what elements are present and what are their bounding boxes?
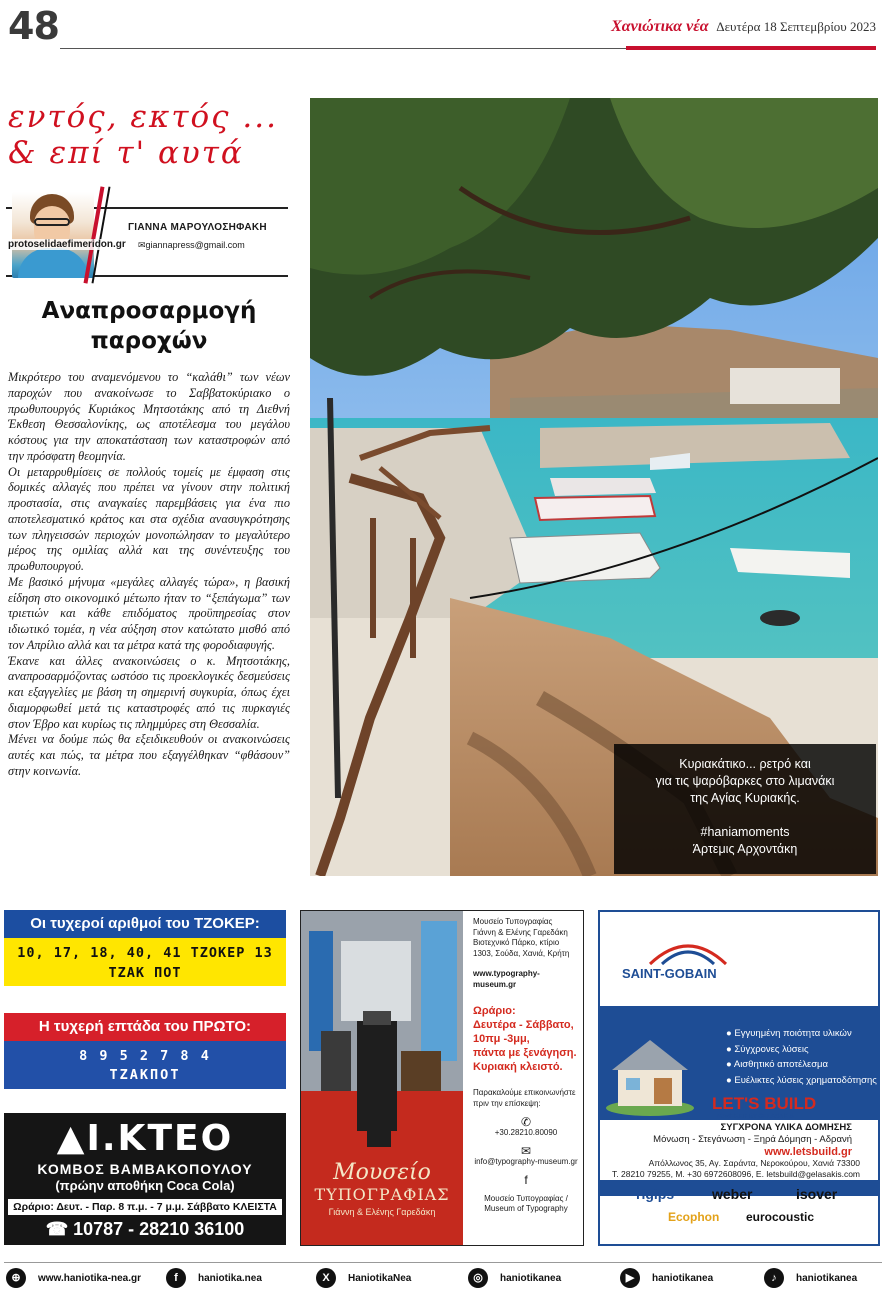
kteo-hours: Ωράριο: Δευτ. - Παρ. 8 π.μ. - 7 μ.μ. Σάββατο ΚΛΕΙΣΤΑ <box>8 1199 282 1215</box>
article-paragraph: Μένει να δούμε πώς θα εξειδικευθούν οι ανακοινώσεις αυτές και πώς, τα μέτρα που εξαγγέλθηκαν “φθάσουν” στην κοινωνία. <box>8 732 290 778</box>
footer-youtube[interactable]: ▶ haniotikanea <box>620 1268 713 1288</box>
x-icon: X <box>316 1268 336 1288</box>
joker-numbers: 10, 17, 18, 40, 41 ΤΖΟΚΕΡ 13 <box>17 945 273 961</box>
author-name: ΓΙΑΝΝΑ ΜΑΡΟΥΛΟΣΗΦΑΚΗ <box>128 222 267 233</box>
caption-credit: Άρτεμις Αρχοντάκη <box>692 842 798 856</box>
article-paragraph: Με βασικό μήνυμα «μεγάλες αλλαγές τώρα», η βασική είδηση στο οικονομικό μέτωπο ήταν το “ξεπάγωμα” των τριετιών και κάθε επιδόματος προϋπηρεσίας στον ιδιωτικό τομέα, η νέα αύξηση στον κατώτατο μισθό από τον Απρίλιο αλλά και τα μέτρα κατά της φοροδιαφυγής. <box>8 574 290 652</box>
caption-line: για τις ψαρόβαρκες στο λιμανάκι <box>655 774 835 788</box>
tiktok-icon: ♪ <box>764 1268 784 1288</box>
typography-museum-ad[interactable] <box>300 910 584 1246</box>
article-title <box>6 296 292 356</box>
kteo-location: ΚΟΜΒΟΣ ΒΑΜΒΑΚΟΠΟΥΛΟΥ <box>37 1161 253 1177</box>
facebook-icon: f <box>166 1268 186 1288</box>
footer-tiktok[interactable]: ♪ haniotikanea <box>764 1268 857 1288</box>
header-accent-bar <box>626 46 876 50</box>
column-title <box>8 100 298 170</box>
phone-icon: ☎ <box>45 1219 74 1239</box>
museum-hours: Ωράριο: Δευτέρα - Σάββατο, 10πμ -3μμ, πάντα με ξενάγηση. Κυριακή κλειστό. <box>473 1005 577 1073</box>
museum-logo-line2: ΤΥΠΟΓΡΑΦΙΑΣ <box>314 1185 450 1204</box>
footer-instagram[interactable]: ◎ haniotikanea <box>468 1268 561 1288</box>
proto-results <box>4 1041 286 1089</box>
lets-build-logo: LET'S BUILD <box>712 1094 817 1113</box>
page-number: 48 <box>8 4 59 48</box>
warning-triangle-icon: ▲ <box>56 1118 87 1159</box>
tagline-title: ΣΥΓΧΡΟΝΑ ΥΛΙΚΑ ΔΟΜΗΣΗΣ <box>720 1122 852 1133</box>
saint-gobain-arch-icon <box>648 936 728 966</box>
museum-logo <box>301 1161 463 1219</box>
museum-logo-line1: Μουσείο <box>333 1160 431 1185</box>
kteo-logo: ▲Ι.ΚΤΕΟ <box>56 1118 234 1159</box>
column-title-line2: & επί τ' αυτά <box>8 135 244 171</box>
museum-address: Βιοτεχνικό Πάρκο, κτίριο 1303, Σούδα, Χανιά, Κρήτη <box>473 938 570 958</box>
bullet-icon: ● <box>726 1028 735 1039</box>
museum-logo-line3: Γιάννη & Ελένης Γαρεδάκη <box>328 1207 436 1217</box>
feature-item: ● Εγγυημένη ποιότητα υλικών <box>726 1028 852 1039</box>
proto-numbers: 8 9 5 2 7 8 4 <box>79 1048 211 1064</box>
museum-email[interactable]: info@typography-museum.gr <box>474 1156 578 1166</box>
joker-title: Οι τυχεροί αριθμοί του ΤΖΟΚΕΡ: <box>4 910 286 938</box>
caption-line: Κυριακάτικο... ρετρό και <box>679 757 811 771</box>
facebook-icon: f <box>524 1173 528 1187</box>
caption-line: της Αγίας Κυριακής. <box>690 791 800 805</box>
youtube-icon: ▶ <box>620 1268 640 1288</box>
author-email[interactable]: ✉giannapress@gmail.com <box>138 240 245 250</box>
email-icon: ✉ <box>520 1144 532 1158</box>
museum-owners: Γιάννη & Ελένης Γαρεδάκη <box>473 927 568 937</box>
bullet-icon: ● <box>726 1074 735 1086</box>
saint-gobain-features <box>726 1026 877 1088</box>
house-cutaway-icon <box>604 1030 696 1116</box>
kteo-ad[interactable] <box>4 1113 286 1245</box>
photo-caption <box>614 744 876 874</box>
saint-gobain-logo: SAINT-GOBAIN <box>622 966 717 981</box>
kteo-phone[interactable]: ☎ 10787 - 28210 36100 <box>45 1219 245 1239</box>
lets-build-address: Απόλλωνος 35, Αγ. Σαράντα, Νεροκούρου, Χανιά 73300 Τ. 28210 79255, Μ. +30 6972608096, Ε. letsbuild@gelasakis.com <box>612 1158 860 1179</box>
instagram-icon: ◎ <box>468 1268 488 1288</box>
footer-facebook[interactable]: f haniotika.nea <box>166 1268 262 1288</box>
caption-hashtag[interactable]: #haniamoments <box>700 825 790 839</box>
museum-contact-request: Παρακαλούμε επικοινωνήστε πριν την επίσκεψη: <box>473 1088 576 1108</box>
masthead <box>611 18 876 36</box>
lets-build-subtitle: POWERED BY GELASAKIS <box>716 1114 794 1120</box>
museum-website[interactable]: www.typography-museum.gr <box>473 969 540 989</box>
tagline-services: Μόνωση - Στεγάνωση - Ξηρά Δόμηση - Αδρανή <box>653 1134 852 1145</box>
issue-date: Δευτέρα 18 Σεπτεμβρίου 2023 <box>716 19 876 34</box>
footer-website[interactable]: ⊕ www.haniotika-nea.gr <box>6 1268 141 1288</box>
globe-icon: ⊕ <box>6 1268 26 1288</box>
author-avatar <box>12 192 94 278</box>
proto-title: Η τυχερή επτάδα του ΠΡΩΤΟ: <box>4 1013 286 1041</box>
saint-gobain-tagline <box>600 1122 878 1146</box>
feature-item: ● Σύγχρονες λύσεις <box>726 1043 809 1055</box>
bullet-icon: ● <box>726 1043 735 1055</box>
header-divider <box>60 48 626 49</box>
museum-facebook[interactable]: Μουσείο Τυπογραφίας / Museum of Typography <box>484 1193 568 1213</box>
museum-name: Μουσείο Τυπογραφίας <box>473 917 553 926</box>
joker-jackpot: ΤΖΑΚ ΠΟΤ <box>108 965 182 981</box>
bullet-icon: ● <box>726 1059 734 1070</box>
feature-item: ● Ευέλικτες λύσεις χρηματοδότησης <box>726 1074 877 1086</box>
lets-build-website[interactable]: www.letsbuild.gr <box>764 1146 852 1158</box>
email-icon: ✉ <box>138 240 146 250</box>
column-title-line1: εντός, εκτός ... <box>8 99 278 135</box>
article-paragraph: Μικρότερο του αναμενόμενου το “καλάθι” των νέων παροχών που ανακοίνωσε το Σαββατοκύριακο ο πρωθυπουργός Κυριάκος Μητσοτάκης από τη Διεθνή Έκθεση Θεσσαλονίκης, ως αποτέλεσμα του μεγάλου κόστους για την αποκατάσταση των καταστροφών από την πρόσφατη θεομηνία. <box>8 370 290 463</box>
article-paragraph: Οι μεταρρυθμίσεις σε πολλούς τομείς με έμφαση στις δομικές αλλαγές που πρέπει να γίνουν στην πολιτική προστασία, στις αναγκαίες παρεμβάσεις για ένα πιο αποτελεσματικό κράτος και στα σχέδια ανασυγκρότησης των πληγεισσών περιοχών μονοπώλησαν το μεγαλύτερο μέρος της ομιλίας αλλά και της συνέντευξης του πρωθυπουργού. <box>8 464 290 573</box>
proto-jackpot: ΤΖΑΚΠΟΤ <box>109 1067 181 1083</box>
article-body <box>8 370 290 780</box>
saint-gobain-ad[interactable] <box>598 910 880 1246</box>
feature-item: ● Αισθητικό αποτέλεσμα <box>726 1059 829 1070</box>
newspaper-brand: Χανιώτικα νέα <box>611 18 709 35</box>
brand-eurocoustic: eurocoustic <box>746 1210 815 1224</box>
article-title-line2: παροχών <box>90 328 208 354</box>
partner-brands <box>600 1180 878 1244</box>
brand-isover: isover <box>796 1186 838 1202</box>
brand-rigips: rigips <box>636 1186 675 1202</box>
footer-divider <box>4 1262 882 1263</box>
phone-icon: ✆ <box>520 1115 532 1129</box>
footer-x[interactable]: X HaniotikaNea <box>316 1268 411 1288</box>
photo-credit: protoselidaefimeridon.gr <box>8 239 126 250</box>
museum-phone[interactable]: +30.28210.80090 <box>494 1127 558 1137</box>
article-title-line1: Αναπροσαρμογή <box>41 298 257 324</box>
joker-results <box>4 938 286 986</box>
brand-ecophon: Ecophon <box>668 1210 720 1224</box>
museum-info <box>473 917 579 1215</box>
article-paragraph: Έκανε και άλλες ανακοινώσεις ο κ. Μητσοτάκης, αναπροσαρμόζοντας ωστόσο τις προεκλογικές δεσμεύσεις και εξαγγελίες με βάση τη σημερινή συγκυρία, όπως έχει διαμορφωθεί μετά τις καταστροφές από τις πυρκαγιές στον Έβρο και κυρίως τις πλημμύρες στη Θεσσαλία. <box>8 653 290 731</box>
brand-weber: weber <box>712 1186 753 1202</box>
kteo-location-note: (πρώην αποθήκη Coca Cola) <box>55 1178 235 1193</box>
